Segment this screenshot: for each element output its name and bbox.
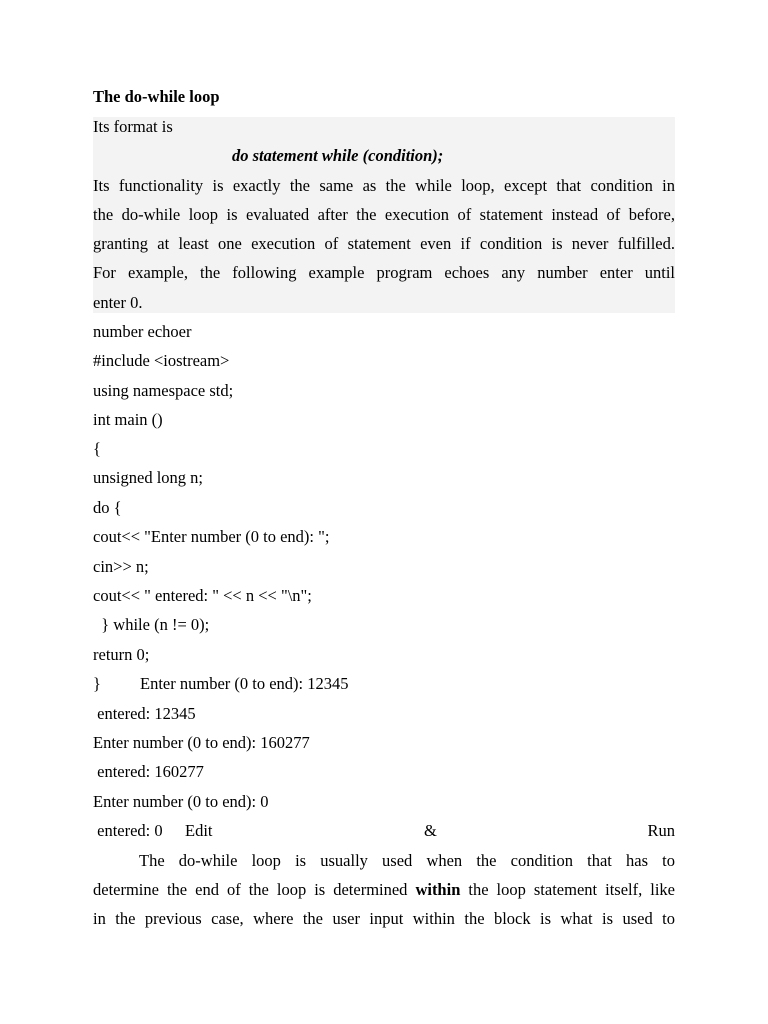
description-line: For example, the following example program echoes any number enter until	[93, 263, 675, 282]
code-line: number echoer	[93, 322, 192, 341]
code-line: using namespace std;	[93, 381, 234, 400]
paragraph-text: determine the end of the loop is determined	[93, 880, 416, 899]
code-line: unsigned long n;	[93, 468, 203, 487]
section-heading: The do-while loop	[93, 87, 220, 106]
paragraph-line: The do-while loop is usually used when the condition that has to	[139, 851, 675, 870]
emphasis-within: within	[415, 880, 461, 899]
output-line: Enter number (0 to end): 0	[93, 792, 269, 811]
paragraph-line	[93, 879, 675, 901]
code-line: #include <iostream>	[93, 351, 230, 370]
output-line: Enter number (0 to end): 12345	[140, 674, 349, 693]
code-line: cin>> n;	[93, 557, 149, 576]
edit-link[interactable]: Edit	[185, 821, 213, 840]
code-line: return 0;	[93, 645, 150, 664]
ampersand-text: &	[424, 821, 437, 840]
code-line: int main ()	[93, 410, 163, 429]
output-line: entered: 0	[93, 821, 163, 840]
description-line: enter 0.	[93, 293, 143, 312]
syntax-line: do statement while (condition);	[232, 146, 444, 165]
paragraph-line: in the previous case, where the user input within the block is what is used to	[93, 909, 675, 928]
description-line: Its functionality is exactly the same as the while loop, except that condition in	[93, 176, 675, 195]
output-line: Enter number (0 to end): 160277	[93, 733, 310, 752]
output-line: entered: 12345	[93, 704, 196, 723]
description-line: the do-while loop is evaluated after the execution of statement instead of before,	[93, 205, 675, 224]
code-line: do {	[93, 498, 122, 517]
code-line: cout<< " entered: " << n << "\n";	[93, 586, 312, 605]
code-line: {	[93, 439, 101, 458]
description-line: granting at least one execution of statement even if condition is never fulfilled.	[93, 234, 675, 253]
paragraph-text: the loop statement itself, like	[460, 880, 675, 899]
run-link[interactable]: Run	[647, 821, 675, 840]
code-line: } while (n != 0);	[93, 615, 210, 634]
closing-brace: }	[93, 674, 101, 693]
code-line: cout<< "Enter number (0 to end): ";	[93, 527, 330, 546]
intro-text: Its format is	[93, 117, 173, 136]
output-line: entered: 160277	[93, 762, 204, 781]
